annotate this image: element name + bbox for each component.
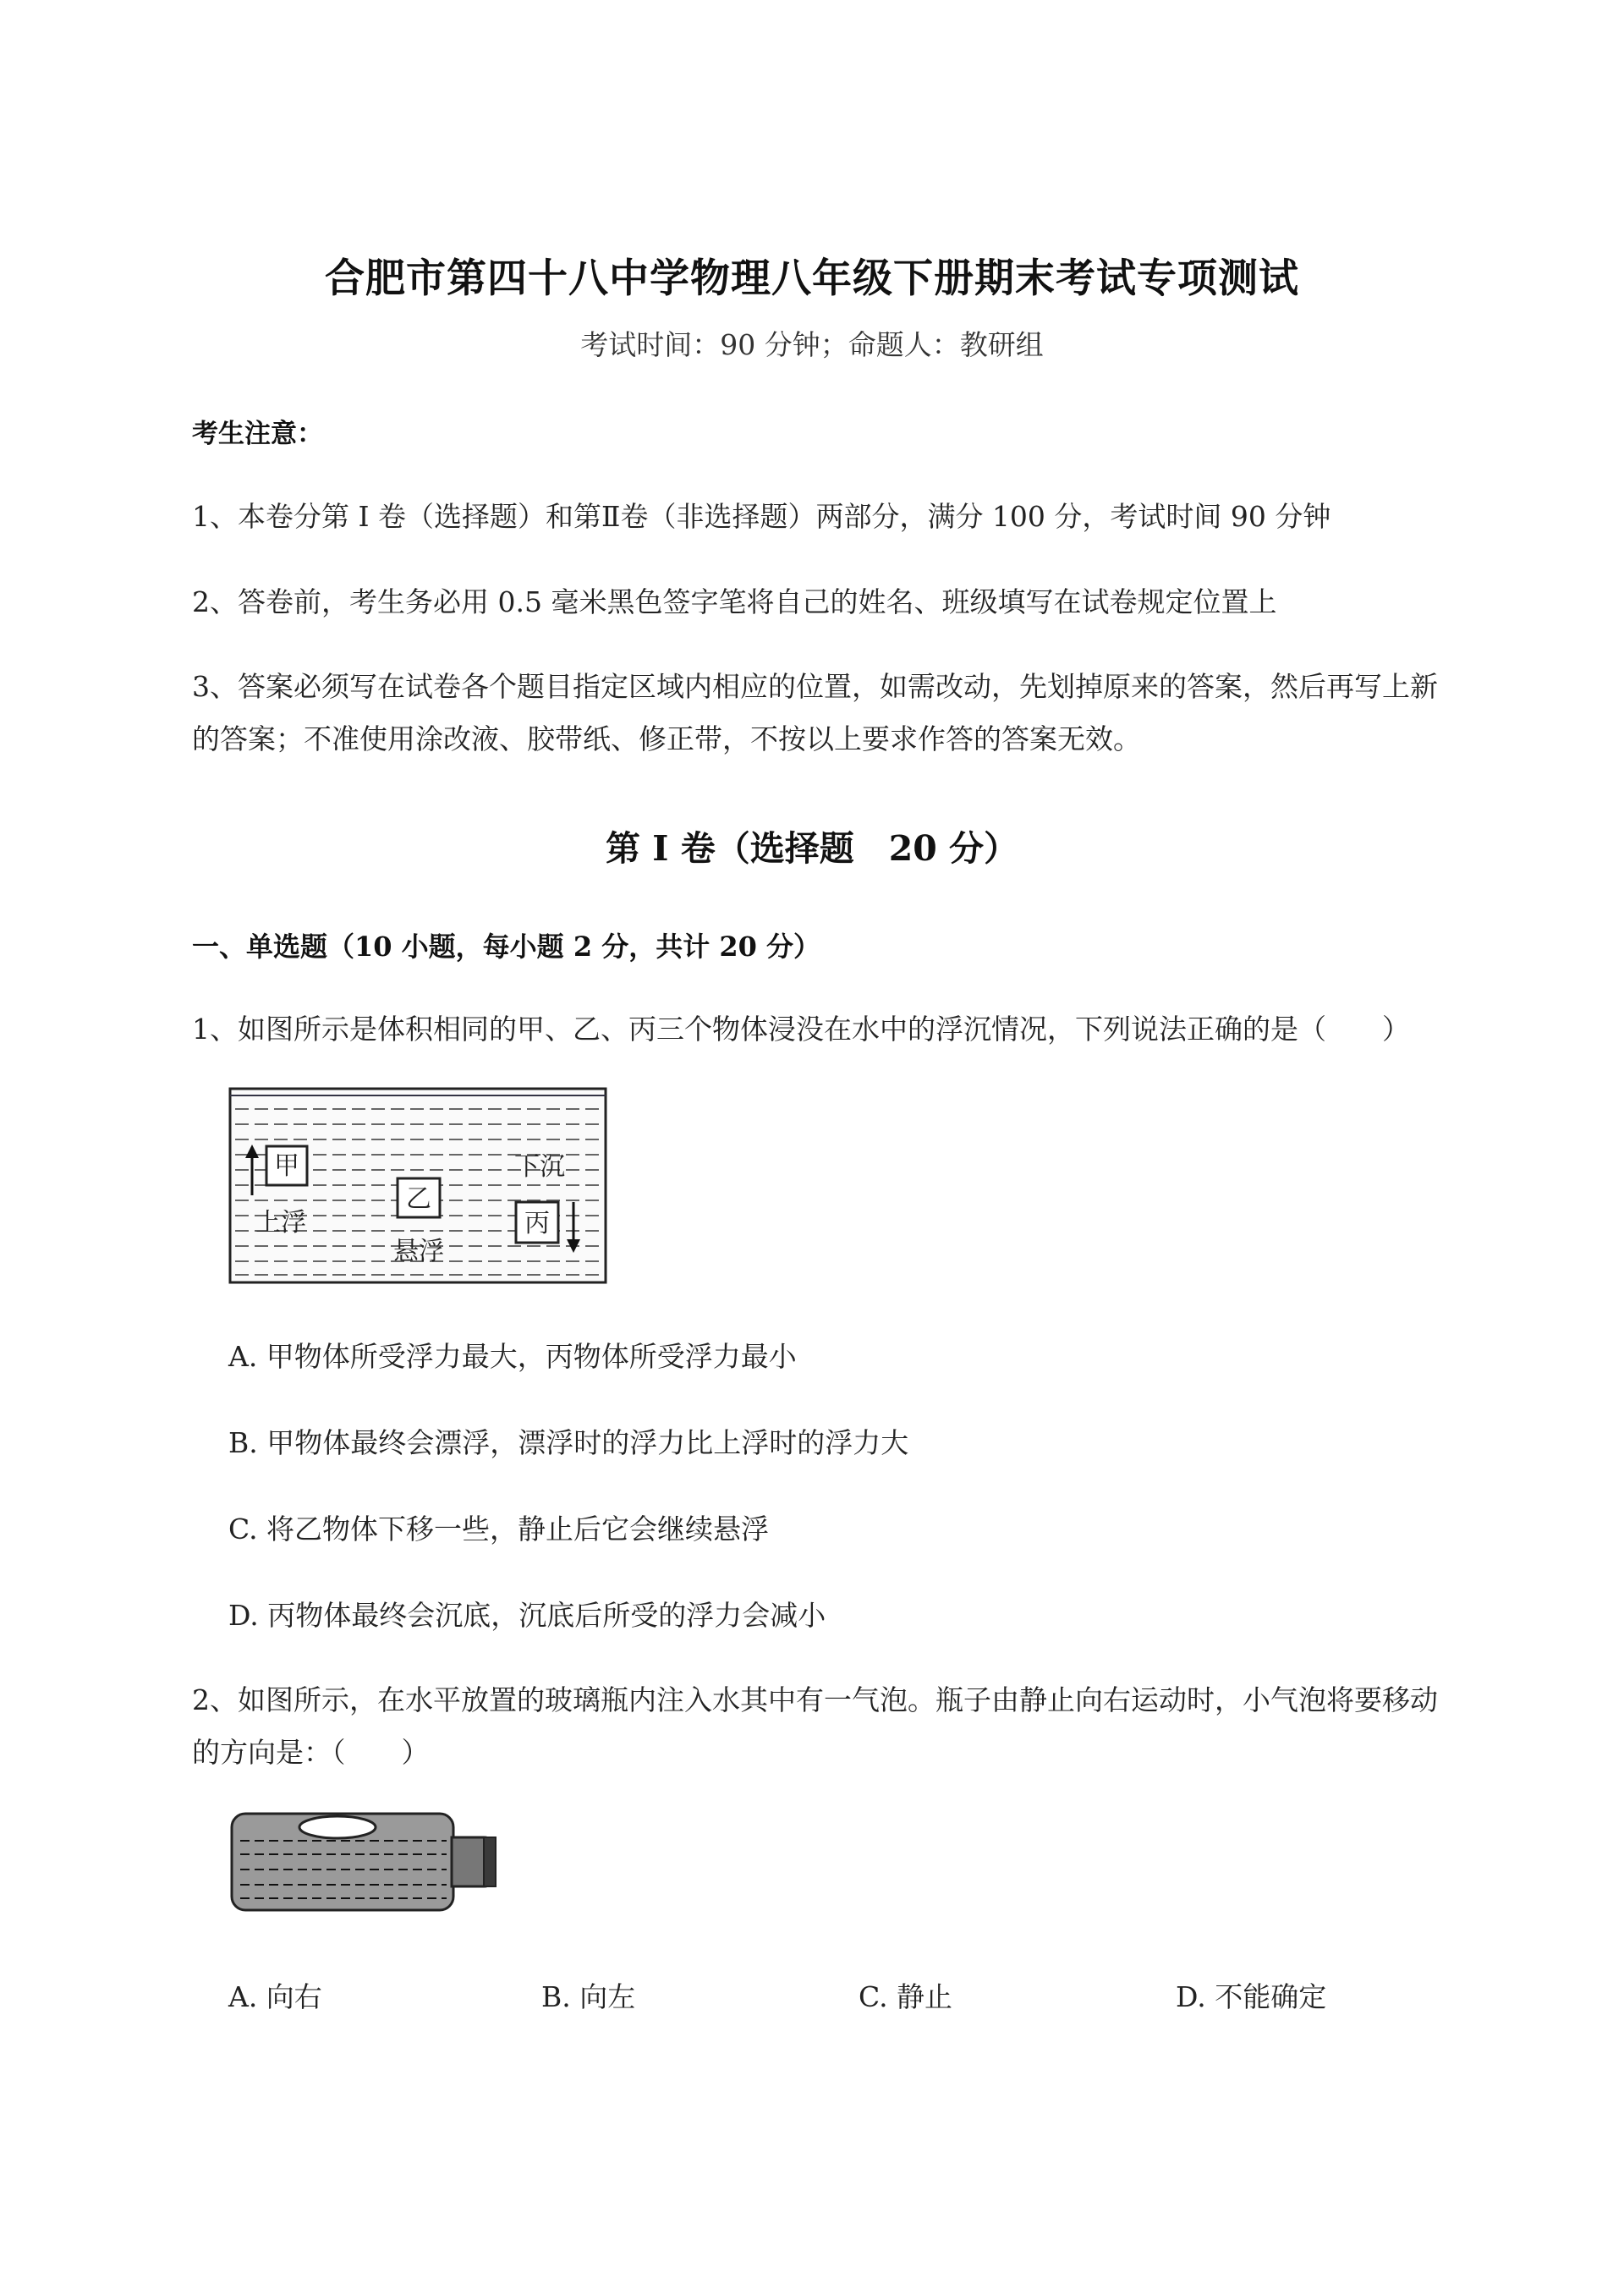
notice-item-3-continued: 的答案；不准使用涂改液、胶带纸、修正带，不按以上要求作答的答案无效。 [192, 722, 1141, 755]
air-bubble [299, 1816, 376, 1838]
question-1-option-d[interactable]: D. 丙物体最终会沉底，沉底后所受的浮力会减小 [228, 1599, 826, 1632]
label-up: 上浮 [255, 1208, 306, 1238]
notice-item-2: 2、答卷前，考生务必用 0.5 毫米黑色签字笔将自己的姓名、班级填写在试卷规定位置上 [192, 585, 1277, 618]
exam-title: 合肥市第四十八中学物理八年级下册期末考试专项测试 [325, 255, 1299, 302]
question-2-option-c[interactable]: C. 静止 [859, 1980, 953, 2013]
notice-heading: 考生注意： [192, 419, 323, 449]
label-jia: 甲 [274, 1151, 299, 1181]
question-type-heading: 一、单选题（10 小题，每小题 2 分，共计 20 分） [192, 931, 821, 963]
question-1-option-b[interactable]: B. 甲物体最终会漂浮，漂浮时的浮力比上浮时的浮力大 [228, 1426, 909, 1459]
question-2-stem-continued: 的方向是：（ ） [192, 1736, 430, 1769]
section-title: 第 I 卷（选择题 20 分） [605, 828, 1019, 869]
question-2-option-d[interactable]: D. 不能确定 [1176, 1980, 1327, 2013]
question-2-bottle-figure [230, 1810, 501, 1916]
label-yi: 乙 [406, 1184, 431, 1214]
question-2-option-b[interactable]: B. 向左 [541, 1980, 636, 2013]
label-sink: 下沉 [514, 1152, 565, 1182]
exam-subtitle: 考试时间：90 分钟；命题人：教研组 [580, 328, 1044, 361]
label-bing: 丙 [524, 1209, 550, 1238]
question-1-option-c[interactable]: C. 将乙物体下移一些，静止后它会继续悬浮 [228, 1513, 770, 1546]
question-2-stem: 2、如图所示，在水平放置的玻璃瓶内注入水其中有一气泡。瓶子由静止向右运动时，小气泡将要移动 [192, 1683, 1438, 1716]
notice-item-3: 3、答案必须写在试卷各个题目指定区域内相应的位置，如需改动，先划掉原来的答案，然后再写上新 [192, 670, 1438, 703]
question-1-option-a[interactable]: A. 甲物体所受浮力最大，丙物体所受浮力最小 [228, 1340, 797, 1373]
question-1-figure [228, 1087, 609, 1286]
notice-item-1: 1、本卷分第 I 卷（选择题）和第Ⅱ卷（非选择题）两部分，满分 100 分，考试时间 90 分钟 [192, 500, 1331, 533]
bottle-cap [484, 1837, 496, 1886]
question-2-option-a[interactable]: A. 向右 [228, 1980, 322, 2013]
label-suspend: 悬浮 [393, 1237, 444, 1266]
question-1-stem: 1、如图所示是体积相同的甲、乙、丙三个物体浸没在水中的浮沉情况，下列说法正确的是（ ） [192, 1013, 1410, 1046]
